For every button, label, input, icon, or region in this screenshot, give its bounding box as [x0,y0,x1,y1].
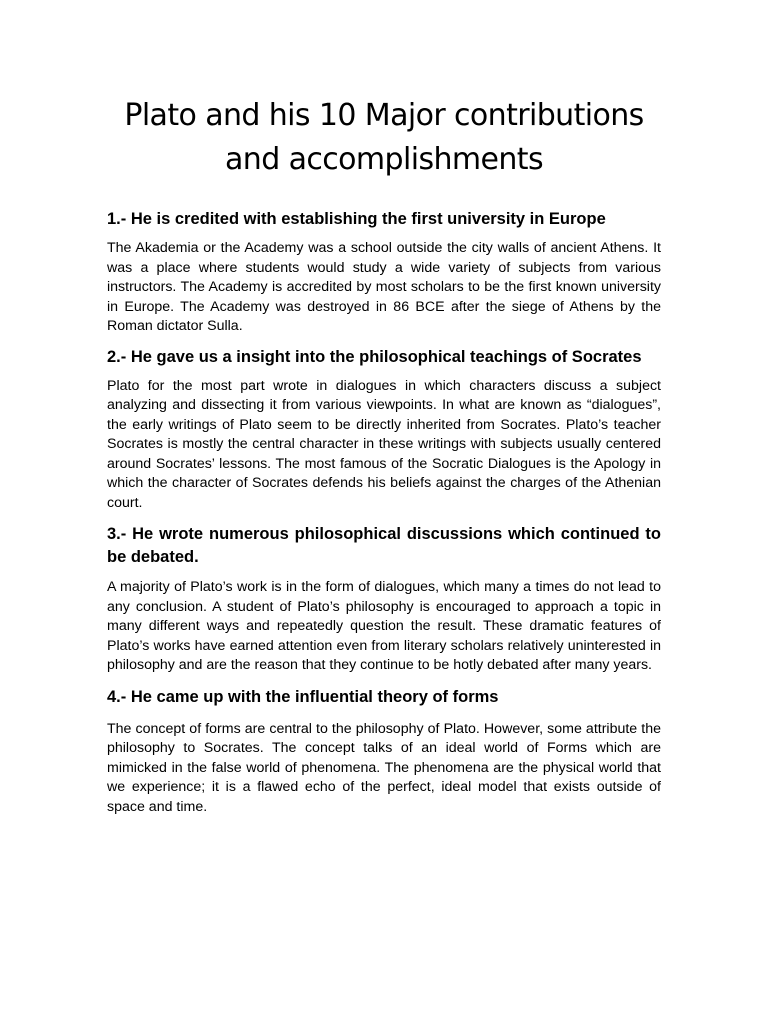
document-body [107,208,661,829]
section-paragraph: Plato for the most part wrote in dialogues in which characters discuss a subject analyzing and dissecting it from various viewpoints. In what are known as “dialogues”, the early writings of Plato seem to be directly inherited from Socrates. Plato’s teacher Socrates is mostly the central character in these writings with subjects usually centered around Socrates’ lessons. The most famous of the Socratic Dialogues is the Apology in which the character of Socrates defends his beliefs against the charges of the Athenian court. [107,377,661,511]
section-paragraph: The Akademia or the Academy was a school outside the city walls of ancient Athens. It was a place where students would study a wide variety of subjects from various instructors. The Academy is accredited by most scholars to be the first known university in Europe. The Academy was destroyed in 86 BCE after the siege of Athens by the Roman dictator Sulla. [107,240,661,334]
section-heading: 1.- He is credited with establishing the first university in Europe [107,210,606,228]
title-line-1: Plato and his 10 Major contributions [124,98,644,133]
section-heading: 3.- He wrote numerous philosophical discussions which continued to be debated. [107,525,661,566]
section-heading: 2.- He gave us a insight into the philosophical teachings of Socrates [107,347,642,366]
section-3 [107,523,661,676]
section-paragraph: The concept of forms are central to the philosophy of Plato. However, some attribute the philosophy to Socrates. The concept talks of an ideal world of Forms which are mimicked in the false world of phenomena. The phenomena are the physical world that we experience; it is a flawed echo of the perfect, ideal model that exists outside of space and time. [107,720,661,815]
section-1 [107,208,661,337]
section-paragraph: A majority of Plato’s work is in the form of dialogues, which many a times do not lead to any conclusion. A student of Plato’s philosophy is encouraged to approach a topic in many different ways and repeatedly question the result. These dramatic features of Plato’s works have earned attention even from literary scholars relatively uninterested in philosophy and are the reason that they continue to be hotly debated after many years. [107,579,661,673]
document-title [0,94,768,182]
title-line-2: and accomplishments [225,142,543,177]
section-4 [107,686,661,818]
section-2 [107,346,661,514]
section-heading: 4.- He came up with the influential theory of forms [107,687,499,706]
